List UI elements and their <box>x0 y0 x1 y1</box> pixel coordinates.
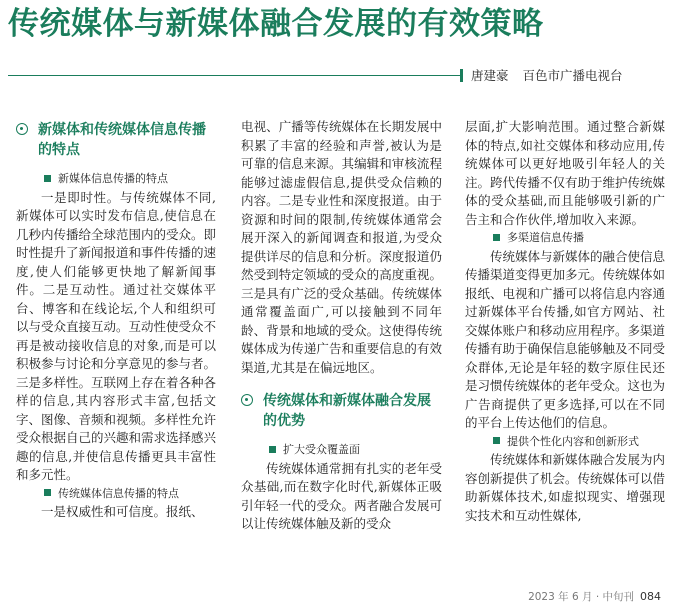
square-bullet-icon <box>493 234 500 241</box>
paragraph: 层面,扩大影响范围。通过整合新媒体的特点,如社交媒体和移动应用,传统媒体可以更好地吸引年轻人的关注。跨代传播不仅有助于维护传统媒体的受众基础,而且能够吸引新的广告主和合作伙伴,增加收入来源。 <box>465 119 665 227</box>
text-column-3 <box>465 118 665 568</box>
subsection-heading-text: 传统媒体信息传播的特点 <box>58 486 179 500</box>
subsection-heading <box>465 229 665 248</box>
byline-marker <box>460 69 463 82</box>
subsection-heading <box>241 441 442 460</box>
paragraph: 传统媒体和新媒体融合发展为内容创新提供了机会。传统媒体可以借助新媒体技术,如虚拟现实、增强现实技术和互动性媒体, <box>465 452 665 523</box>
author-affiliation: 百色市广播电视台 <box>522 68 623 83</box>
article-title: 传统媒体与新媒体融合发展的有效策略 <box>8 6 544 42</box>
square-bullet-icon <box>269 446 276 453</box>
paragraph: 传统媒体通常拥有扎实的老年受众基础,而在数字化时代,新媒体正吸引年轻一代的受众。两者融合发展可以让传统媒体触及新的受众 <box>241 460 442 531</box>
subsection-heading-text: 扩大受众覆盖面 <box>283 443 360 456</box>
paragraph: 一是即时性。与传统媒体不同,新媒体可以实时发布信息,使信息在几秒内传播给全球范围内的受众。即时性提升了新闻报道和事件传播的速度,使人们能够更快地了解新闻事件。二是互动性。通过社交媒体平台、博客和在线论坛,个人和组织可以与受众直接互动。互动性使受众不再是被动接收信息的对象,而是可以积极参与讨论和分享意见的参与者。三是多样性。互联网上存在着各种各样的信息,其内容形式丰富,包括文字、图像、音频和视频。多样性允许受众根据自己的兴趣和需求选择感兴趣的信息,并使信息传播更具丰富性和多元性。 <box>16 189 216 482</box>
section-heading <box>241 391 442 431</box>
subsection-heading <box>16 485 216 504</box>
section-bullet-icon <box>16 123 28 135</box>
subsection-heading <box>465 433 665 452</box>
page-number: 084 <box>640 590 661 603</box>
subsection-heading-text: 多渠道信息传播 <box>507 231 584 244</box>
page-footer <box>528 589 661 604</box>
paragraph: 传统媒体与新媒体的融合使信息传播渠道变得更加多元。传统媒体如报纸、电视和广播可以将信息内容通过新媒体平台传播,如官方网站、社交媒体账户和移动应用程序。多渠道传播有助于确保信息能够触及不同受众群体,无论是年轻的数字原住民还是习惯传统媒体的老年受众。这也为广告商提供了更多选择,可以在不同的平台上传达他们的信息。 <box>465 248 665 430</box>
section-heading <box>16 120 216 160</box>
square-bullet-icon <box>493 437 500 444</box>
section-heading-text: 传统媒体和新媒体融合发展的优势 <box>263 393 431 429</box>
paragraph: 电视、广播等传统媒体在长期发展中积累了丰富的经验和声誉,被认为是可靠的信息来源。其编辑和审核流程能够过滤虚假信息,提供受众信赖的内容。二是专业性和深度报道。由于资源和时间的限制,传统媒体通常会展开深入的新闻调查和报道,为受众提供详尽的信息和分析。深度报道仍然受到特定领域的受众的高度重视。三是具有广泛的受众基础。传统媒体通常覆盖面广,可以接触到不同年龄、背景和地域的受众。这使得传统媒体成为传递广告和重要信息的有效渠道,尤其是在偏远地区。 <box>241 119 442 375</box>
square-bullet-icon <box>44 175 51 182</box>
section-heading-text: 新媒体和传统媒体信息传播的特点 <box>38 122 206 158</box>
paragraph: 一是权威性和可信度。报纸、 <box>41 504 204 519</box>
square-bullet-icon <box>44 489 51 496</box>
subsection-heading-text: 新媒体信息传播的特点 <box>58 172 168 185</box>
text-column-1 <box>16 114 216 564</box>
subsection-heading <box>16 170 216 189</box>
text-column-2 <box>241 118 442 568</box>
byline <box>460 64 623 86</box>
issue-date: 2023 年 6 月 · 中旬刊 <box>528 591 634 603</box>
section-bullet-icon <box>241 394 253 406</box>
title-rule <box>8 75 460 76</box>
author-name: 唐建豪 <box>471 68 509 83</box>
subsection-heading-text: 提供个性化内容和创新形式 <box>507 434 639 448</box>
